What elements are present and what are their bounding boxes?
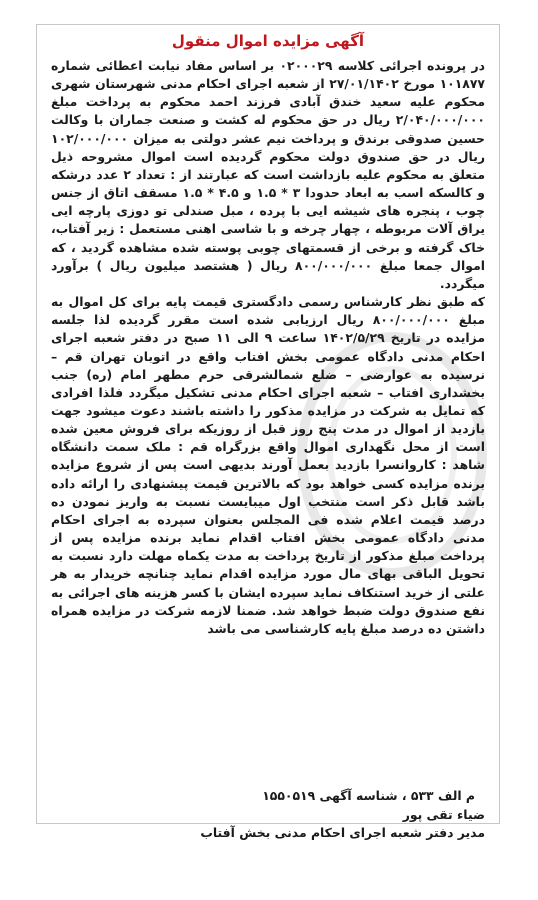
notice-reference: م الف ۵۳۳ ، شناسه آگهی ۱۵۵۰۵۱۹ — [262, 788, 475, 803]
signature-block — [51, 787, 485, 843]
notice-paragraph: در پرونده اجرائی کلاسه ۰۲۰۰۰۲۹ بر اساس مفاد نیابت اعطائی شماره ۱۰۱۸۷۷ مورخ ۲۷/۰۱/۱۴۰۲ از شعبه اجرای احکام مدنی شهرستان شهری محکوم علیه سعید خندق آبادی فرزند احمد محکوم به پرداخت مبلغ ۲/۰۴۰/۰۰۰/۰۰۰ ریال در حق محکوم له کشت و صنعت جماران با وکالت حسین صدوقی برندق و پرداخت نیم عشر دولتی به میزان ۱۰۲/۰۰۰/۰۰۰ ریال در حق صندوق دولت محکوم گردیده است اموال مشروحه ذیل متعلق به محکوم علیه بازداشت است که عبارتند از : تعداد ۲ عدد درشکه و کالسکه اسب به ابعاد حدودا ۳ * ۱.۵ و ۴.۵ * ۱.۵ مسقف اتاق از جنس چوب ، پنجره های شیشه ایی با پرده ، مبل صندلی تو دوزی پارچه ایی یراق آلات مربوطه ، چهار چرخه و با شاسی اهنی مستعمل : زیر آفتاب، خاک گرفته و برخی از قسمتهای چوبی پوسته شده مشاهده گردید ، که اموال جمعا مبلغ ۸۰۰/۰۰۰/۰۰۰ ریال ( هشتصد میلیون ریال ) برآورد میگردد. — [51, 58, 485, 291]
signer-name: ضیاء تقی پور — [402, 806, 485, 822]
signer-title: مدیر دفتر شعبه اجرای احکام مدنی بخش آفتاب — [200, 825, 485, 840]
notice-paragraph: که طبق نظر کارشناس رسمی دادگستری قیمت پایه برای کل اموال به مبلغ ۸۰۰/۰۰۰/۰۰۰ ریال ارزیابی شده است مقرر گردیده لذا جلسه مزایده در تاریخ ۱۴۰۲/۵/۲۹ ساعت ۹ الی ۱۱ صبح در دفتر شعبه اجرای احکام مدنی دادگاه عمومی بخش افتاب واقع در اتوبان تهران قم – نرسیده به عوارضی – ضلع شمالشرقی حرم مطهر امام (ره) جنب بخشداری افتاب – شعبه اجرای احکام مدنی تشکیل میگردد فلذا افرادی که تمایل به شرکت در مزایده مذکور را داشته باشند دعوت میشود جهت بازدید از اموال در مدت پنج روز قبل از روزیکه برای فروش معین شده است از محل نگهداری اموال واقع بزرگراه قم : ملک سمت دانشگاه شاهد : کاروانسرا بازدید بعمل آورند بدیهی است پس از شروع مزایده برنده مزایده کسی خواهد بود که بالاترین قیمت پیشنهادی را ارائه داده باشد قابل ذکر است منتخب اول میبایست نسبت به واریز نمودن ده درصد قیمت اعلام شده فی المجلس بعنوان سپرده به اجرای احکام مدنی دادگاه عمومی بخش افتاب اقدام نماید برنده مزایده پس از پرداخت مبلغ مذکور از تاریخ پرداخت به مدت یکماه مهلت دارد نسبت به تحویل الباقی بهای مال مورد مزایده اقدام نماید چنانچه خریدار به هر علتی از خرید استنکاف نماید سپرده ایشان با کسر هزینه های اجرائی به نفع صندوق دولت ضبط خواهد شد. ضمنا لازمه شرکت در مزایده همراه داشتن ده درصد مبلغ پایه کارشناسی می باشد — [51, 294, 485, 636]
notice-frame — [36, 24, 500, 840]
notice-title: آگهی مزایده اموال منقول — [171, 32, 365, 50]
notice-body — [51, 57, 485, 638]
